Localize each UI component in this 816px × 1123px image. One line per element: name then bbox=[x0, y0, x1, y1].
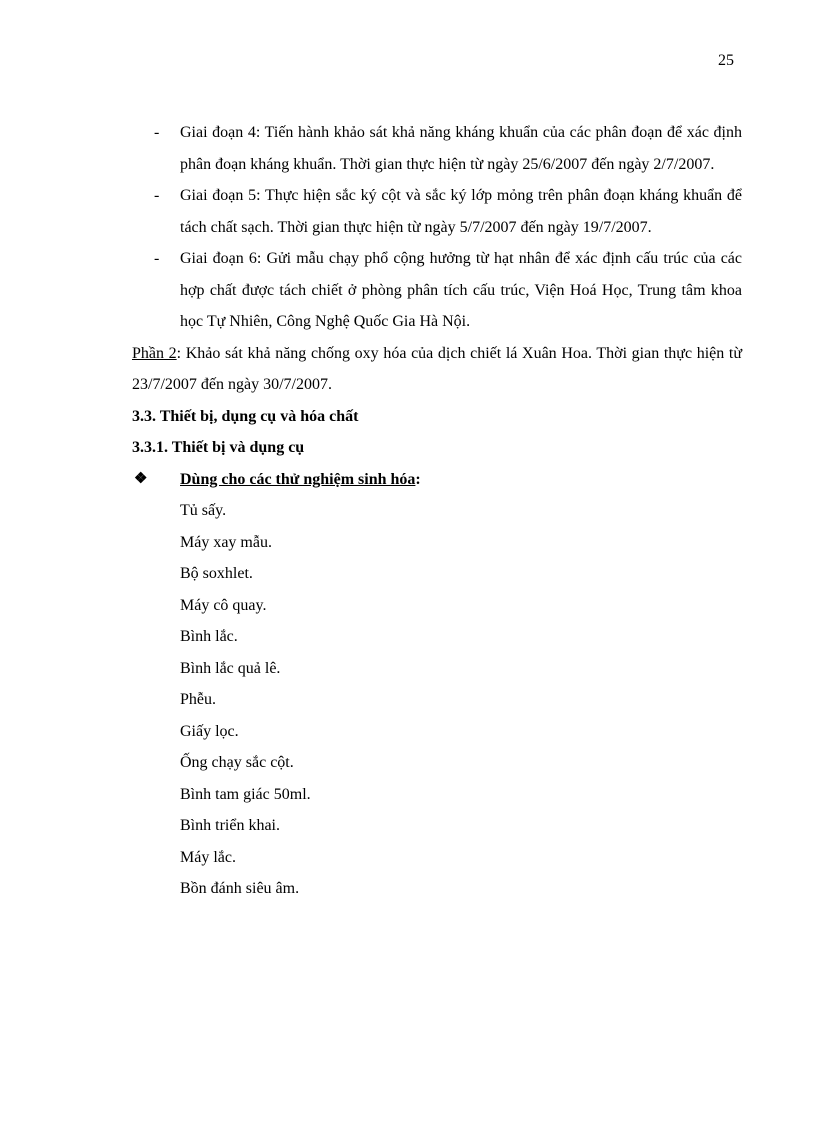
list-item: Máy xay mẫu. bbox=[180, 533, 272, 551]
biochem-colon: : bbox=[415, 470, 421, 488]
part2-label: Phần 2 bbox=[132, 344, 177, 362]
dash-marker: - bbox=[154, 187, 160, 204]
dash-marker: - bbox=[154, 250, 160, 267]
stage-text: Giai đoạn 6: Gửi mẫu chạy phổ cộng hưởng từ hạt nhân để xác định cấu trúc của các hợp chất được tách chiết ở phòng phân tích cấu trúc, Viện Hoá Học, Trung tâm khoa học Tự Nhiên, Công Nghệ Quốc Gia Hà Nội. bbox=[180, 250, 742, 330]
list-item: Giấy lọc. bbox=[180, 722, 239, 740]
list-item: Bình tam giác 50ml. bbox=[180, 785, 311, 803]
stage-item bbox=[132, 243, 742, 338]
equipment-list bbox=[132, 495, 742, 905]
list-item: Tủ sấy. bbox=[180, 502, 227, 519]
subsection-heading: 3.3.1. Thiết bị và dụng cụ bbox=[132, 439, 305, 456]
list-item: Máy cô quay. bbox=[180, 596, 267, 614]
list-item: Phễu. bbox=[180, 691, 216, 708]
section-heading: 3.3. Thiết bị, dụng cụ và hóa chất bbox=[132, 407, 359, 425]
stage-text: Giai đoạn 5: Thực hiện sắc ký cột và sắc ký lớp mỏng trên phân đoạn kháng khuẩn để tách chất sạch. Thời gian thực hiện từ ngày 5/7/2007 đến ngày 19/7/2007. bbox=[180, 187, 742, 236]
part2-paragraph bbox=[132, 338, 742, 401]
list-item: Bình triển khai. bbox=[180, 817, 280, 834]
dash-marker: - bbox=[154, 124, 160, 141]
part2-text: : Khảo sát khả năng chống oxy hóa của dịch chiết lá Xuân Hoa. Thời gian thực hiện từ 23/7/2007 đến ngày 30/7/2007. bbox=[132, 344, 743, 393]
list-item: Bộ soxhlet. bbox=[180, 565, 253, 582]
stage-text: Giai đoạn 4: Tiến hành khảo sát khả năng kháng khuẩn của các phân đoạn để xác định phân đoạn kháng khuẩn. Thời gian thực hiện từ ngày 25/6/2007 đến ngày 2/7/2007. bbox=[180, 124, 742, 173]
document-body bbox=[132, 117, 742, 905]
stage-item bbox=[132, 180, 742, 243]
list-item: Ống chạy sắc cột. bbox=[180, 754, 294, 771]
page-number: 25 bbox=[718, 52, 734, 69]
diamond-bullet-icon: ❖ bbox=[134, 470, 148, 487]
list-item: Bình lắc. bbox=[180, 628, 238, 645]
list-item: Bình lắc quả lê. bbox=[180, 659, 281, 677]
list-item: Máy lắc. bbox=[180, 848, 236, 866]
biochem-title: Dùng cho các thử nghiệm sinh hóa bbox=[180, 470, 416, 488]
biochem-heading bbox=[132, 464, 742, 496]
stage-item bbox=[132, 117, 742, 180]
list-item: Bồn đánh siêu âm. bbox=[180, 880, 300, 897]
